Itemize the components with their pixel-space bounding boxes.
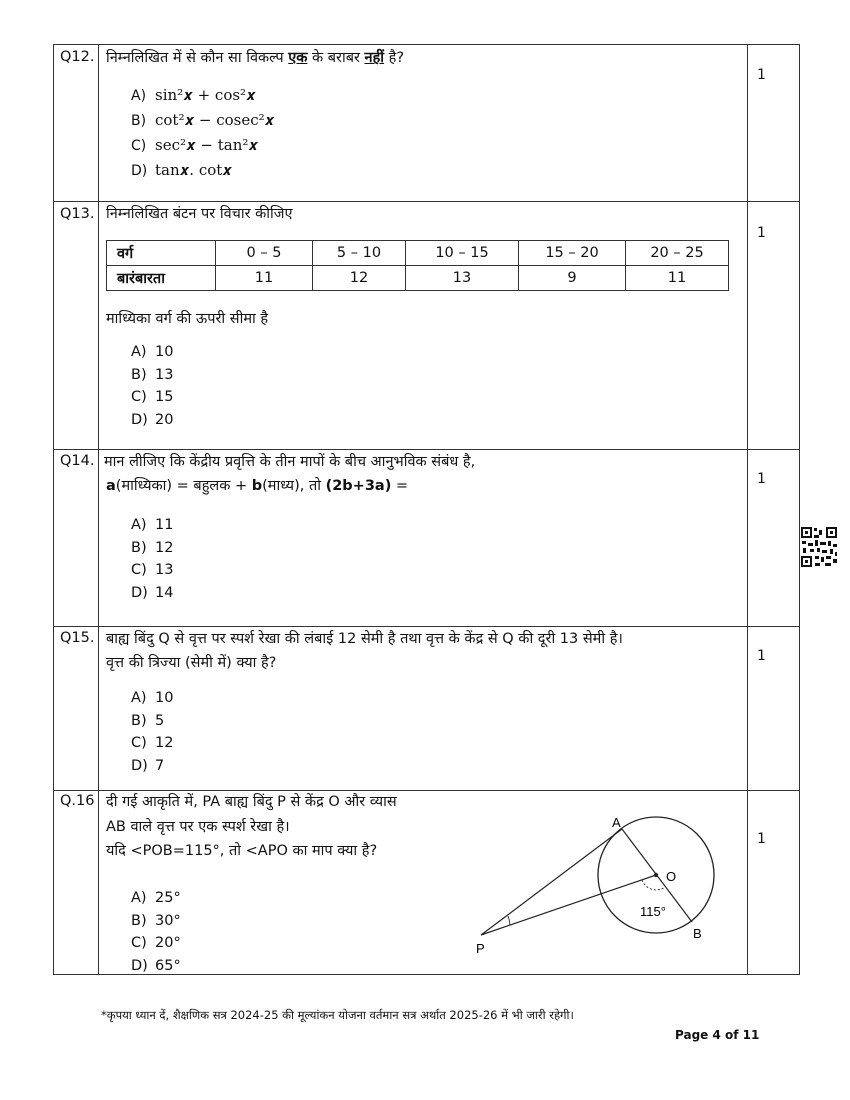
option-c: C) 12: [131, 735, 174, 751]
center-point: [654, 873, 658, 877]
question-relation: a(माध्यिका) = बहुलक + b(माध्य), तो (2b+3a) =: [106, 478, 409, 494]
frequency-header: बारंबारता: [107, 266, 216, 291]
options-list: [131, 514, 173, 604]
tangent-pa: [481, 829, 622, 935]
label-o: O: [666, 869, 677, 884]
class-cell: 5 – 10: [313, 241, 406, 266]
class-cell: 0 – 5: [216, 241, 313, 266]
class-row: [107, 241, 729, 266]
option-b: B) cot²𝒙 − cosec²𝒙: [131, 111, 275, 129]
question-number: Q.16: [60, 793, 95, 809]
page-number: Page 4 of 11: [675, 1028, 760, 1042]
column-divider-number: [98, 45, 99, 974]
option-d: D) 14: [131, 584, 174, 601]
class-cell: 20 – 25: [626, 241, 729, 266]
marks: 1: [757, 471, 766, 487]
row-divider: [54, 626, 799, 627]
frequency-cell: 11: [626, 266, 729, 291]
tangent-circle-figure: [470, 810, 730, 960]
marks: 1: [757, 831, 766, 847]
class-header: वर्ग: [107, 241, 216, 266]
question-text: बाह्य बिंदु Q से वृत्त पर स्पर्श रेखा की लंबाई 12 सेमी है तथा वृत्त के केंद्र से Q की दूरी 13 सेमी है।: [106, 631, 623, 647]
option-a: A) 25°: [131, 890, 181, 906]
question-text: निम्नलिखित बंटन पर विचार कीजिए: [106, 206, 293, 222]
question-text: दी गई आकृति में, PA बाह्य बिंदु P से केंद्र O और व्यास: [106, 794, 397, 810]
angle-label: 115°: [640, 904, 666, 919]
label-p: P: [476, 941, 485, 956]
option-a: A) 10: [131, 690, 174, 706]
option-d: D) 7: [131, 757, 165, 774]
option-d: D) 65°: [131, 957, 181, 974]
question-number: Q13.: [60, 206, 95, 222]
question-text: मान लीजिए कि केंद्रीय प्रवृत्ति के तीन मापों के बीच आनुभविक संबंध है,: [104, 454, 476, 470]
option-c: C) 15: [131, 389, 174, 405]
question-text: निम्नलिखित में से कौन सा विकल्प एक के बराबर नहीं है?: [106, 50, 405, 66]
row-divider: [54, 449, 799, 450]
options-list: [131, 687, 173, 777]
option-a: A) 10: [131, 344, 174, 360]
option-d: D) tan𝒙. cot𝒙: [131, 161, 232, 179]
question-number: Q12.: [60, 49, 95, 65]
options-list: [131, 341, 173, 431]
column-divider-marks: [747, 45, 748, 974]
option-b: B) 13: [131, 366, 174, 383]
option-b: B) 12: [131, 539, 174, 556]
label-a: A: [612, 815, 621, 830]
footer-note: *कृपया ध्यान दें, शैक्षणिक सत्र 2024-25 की मूल्यांकन योजना वर्तमान सत्र अर्थात 2025-26 में भी जारी रहेगी।: [101, 1008, 574, 1022]
option-a: A) 11: [131, 517, 174, 533]
frequency-cell: 13: [406, 266, 519, 291]
class-cell: 15 – 20: [519, 241, 626, 266]
option-c: C) 13: [131, 562, 174, 578]
option-c: C) 20°: [131, 935, 181, 951]
option-c: C) sec²𝒙 − tan²𝒙: [131, 136, 259, 154]
class-cell: 10 – 15: [406, 241, 519, 266]
options-list: [131, 83, 274, 183]
frequency-row: [107, 266, 729, 291]
option-b: B) 30°: [131, 912, 181, 929]
question-text-3: यदि <POB=115°, तो <APO का माप क्या है?: [106, 843, 378, 859]
marks: 1: [757, 225, 766, 241]
question-text-2: AB वाले वृत्त पर एक स्पर्श रेखा है।: [106, 819, 290, 835]
options-list: [131, 887, 181, 977]
question-number: Q15.: [60, 630, 95, 646]
option-a: A) sin²𝒙 + cos²𝒙: [131, 86, 256, 104]
frequency-table: [106, 240, 729, 291]
marks: 1: [757, 648, 766, 664]
frequency-cell: 9: [519, 266, 626, 291]
option-d: D) 20: [131, 411, 174, 428]
angle-arc-p: [508, 916, 510, 925]
frequency-cell: 11: [216, 266, 313, 291]
label-b: B: [693, 926, 702, 941]
question-number: Q14.: [60, 453, 95, 469]
question-text-2: वृत्त की त्रिज्या (सेमी में) क्या है?: [106, 655, 277, 671]
row-divider: [54, 201, 799, 202]
qr-code-icon: [800, 526, 838, 568]
marks: 1: [757, 67, 766, 83]
frequency-cell: 12: [313, 266, 406, 291]
option-b: B) 5: [131, 712, 165, 729]
question-prompt: माध्यिका वर्ग की ऊपरी सीमा है: [106, 311, 269, 327]
